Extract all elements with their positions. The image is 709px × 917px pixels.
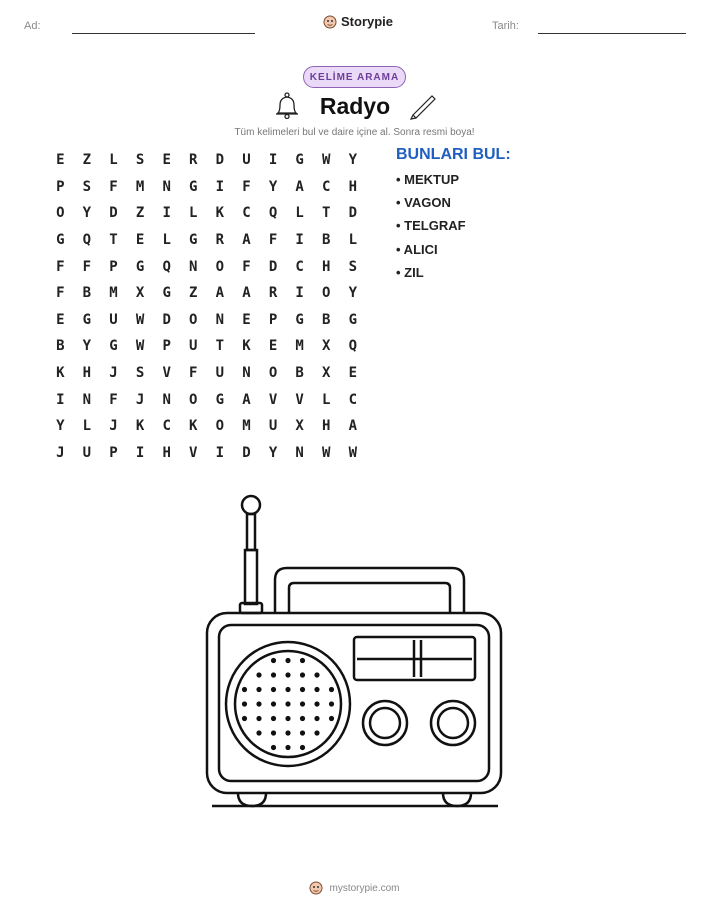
grid-letter[interactable]: Q: [162, 258, 171, 275]
speaker-hole: [285, 701, 290, 706]
grid-letter[interactable]: Q: [82, 232, 92, 249]
grid-letter[interactable]: H: [162, 444, 171, 461]
grid-letter[interactable]: V: [268, 391, 278, 408]
grid-letter[interactable]: F: [242, 178, 251, 195]
bell-icon: [272, 91, 302, 119]
word-item: • VAGON: [396, 195, 451, 211]
grid-letter[interactable]: E: [242, 311, 251, 328]
grid-letter[interactable]: F: [268, 232, 278, 249]
grid-letter[interactable]: Z: [82, 152, 92, 169]
grid-letter[interactable]: U: [215, 365, 225, 382]
grid-letter[interactable]: B: [322, 232, 331, 249]
grid-row: [47, 333, 366, 360]
grid-letter[interactable]: K: [56, 365, 65, 382]
grid-letter[interactable]: V: [295, 391, 304, 408]
grid-letter[interactable]: Y: [348, 152, 358, 169]
grid-letter[interactable]: P: [268, 311, 278, 328]
grid-letter[interactable]: Z: [135, 205, 145, 222]
grid-letter[interactable]: D: [242, 444, 251, 461]
grid-letter[interactable]: O: [215, 418, 225, 435]
speaker-hole: [285, 687, 290, 692]
grid-letter[interactable]: F: [82, 258, 92, 275]
grid-letter[interactable]: G: [162, 285, 171, 302]
grid-letter[interactable]: L: [109, 152, 118, 169]
grid-letter[interactable]: F: [242, 258, 251, 275]
speaker-hole: [300, 687, 305, 692]
grid-row: [47, 440, 366, 467]
speaker-hole: [314, 687, 319, 692]
grid-row: [47, 200, 366, 227]
speaker-hole: [285, 716, 290, 721]
grid-letter[interactable]: W: [322, 152, 331, 169]
brand-logo: [323, 14, 393, 29]
speaker-hole: [285, 672, 290, 677]
grid-letter[interactable]: L: [322, 391, 331, 408]
grid-letter[interactable]: B: [56, 338, 65, 355]
grid-letter[interactable]: G: [82, 311, 92, 328]
grid-letter[interactable]: G: [135, 258, 145, 275]
grid-letter[interactable]: G: [56, 232, 65, 249]
grid-letter[interactable]: H: [348, 178, 358, 195]
speaker-hole: [271, 701, 276, 706]
grid-letter[interactable]: B: [82, 285, 92, 302]
grid-letter[interactable]: V: [162, 365, 171, 382]
speaker-hole: [314, 716, 319, 721]
grid-letter[interactable]: G: [189, 178, 198, 195]
grid-letter[interactable]: N: [295, 444, 304, 461]
grid-letter[interactable]: W: [348, 444, 358, 461]
grid-letter[interactable]: D: [268, 258, 278, 275]
speaker-hole: [271, 745, 276, 750]
grid-row: [47, 360, 366, 387]
speaker-hole: [300, 716, 305, 721]
grid-row: [47, 386, 366, 413]
speaker-hole: [300, 658, 305, 663]
speaker-hole: [314, 672, 319, 677]
grid-letter[interactable]: Y: [268, 444, 278, 461]
speaker-hole: [256, 687, 261, 692]
speaker-hole: [314, 730, 319, 735]
word-item: • TELGRAF: [396, 218, 466, 234]
grid-letter[interactable]: W: [135, 338, 145, 355]
grid-letter[interactable]: O: [322, 285, 331, 302]
grid-letter[interactable]: C: [348, 391, 358, 408]
date-line: [538, 33, 686, 34]
grid-row: [47, 174, 366, 201]
speaker-hole: [300, 701, 305, 706]
radio-illustration: [200, 490, 510, 810]
grid-letter[interactable]: F: [56, 285, 65, 302]
grid-letter[interactable]: H: [82, 365, 92, 382]
grid-letter[interactable]: Y: [348, 285, 358, 302]
grid-letter[interactable]: G: [189, 232, 198, 249]
speaker-hole: [329, 701, 334, 706]
name-line: [72, 33, 255, 34]
grid-letter[interactable]: C: [295, 258, 304, 275]
grid-letter[interactable]: D: [348, 205, 358, 222]
speaker-hole: [271, 687, 276, 692]
grid-letter[interactable]: G: [295, 311, 304, 328]
speaker-hole: [271, 672, 276, 677]
storypie-mascot-icon: [309, 881, 323, 895]
grid-letter[interactable]: Y: [82, 205, 92, 222]
grid-letter[interactable]: L: [189, 205, 198, 222]
grid-letter[interactable]: J: [56, 444, 65, 461]
grid-letter[interactable]: E: [135, 232, 145, 249]
grid-letter[interactable]: U: [82, 444, 92, 461]
grid-letter[interactable]: B: [322, 311, 331, 328]
grid-letter[interactable]: X: [322, 338, 331, 355]
grid-letter[interactable]: D: [109, 205, 118, 222]
grid-letter[interactable]: I: [135, 444, 145, 461]
speaker-hole: [242, 687, 247, 692]
grid-letter[interactable]: O: [189, 391, 198, 408]
grid-letter[interactable]: R: [189, 152, 198, 169]
grid-letter[interactable]: F: [189, 365, 198, 382]
grid-letter[interactable]: O: [189, 311, 198, 328]
storypie-mascot-icon: [323, 15, 337, 29]
grid-letter[interactable]: K: [135, 418, 145, 435]
speaker-hole: [300, 745, 305, 750]
grid-letter[interactable]: T: [215, 338, 225, 355]
grid-letter[interactable]: J: [109, 418, 118, 435]
grid-letter[interactable]: F: [109, 391, 118, 408]
grid-letter[interactable]: I: [215, 178, 225, 195]
grid-letter[interactable]: K: [189, 418, 198, 435]
grid-letter[interactable]: C: [322, 178, 331, 195]
grid-letter[interactable]: T: [322, 205, 331, 222]
grid-letter[interactable]: I: [295, 285, 304, 302]
grid-letter[interactable]: B: [295, 365, 304, 382]
letter-grid: [47, 147, 366, 466]
instructions: Tüm kelimeleri bul ve daire içine al. Sonra resmi boya!: [234, 127, 475, 138]
grid-letter[interactable]: R: [215, 232, 225, 249]
find-title: BUNLARI BUL:: [396, 146, 511, 163]
grid-letter[interactable]: K: [215, 205, 225, 222]
grid-row: [47, 280, 366, 307]
grid-letter[interactable]: V: [189, 444, 198, 461]
speaker-hole: [256, 701, 261, 706]
grid-letter[interactable]: P: [109, 258, 118, 275]
grid-letter[interactable]: Y: [56, 418, 65, 435]
grid-letter[interactable]: A: [242, 391, 251, 408]
page-title: Radyo: [319, 93, 391, 119]
grid-letter[interactable]: T: [109, 232, 118, 249]
grid-letter[interactable]: E: [268, 338, 278, 355]
grid-row: [47, 227, 366, 254]
grid-letter[interactable]: G: [109, 338, 118, 355]
grid-letter[interactable]: X: [295, 418, 304, 435]
grid-letter[interactable]: Q: [348, 338, 358, 355]
grid-letter[interactable]: N: [242, 365, 251, 382]
speaker-hole: [300, 730, 305, 735]
grid-letter[interactable]: H: [322, 418, 331, 435]
word-item: • MEKTUP: [396, 172, 460, 187]
grid-letter[interactable]: A: [242, 285, 251, 302]
grid-letter[interactable]: J: [135, 391, 145, 408]
grid-letter[interactable]: G: [215, 391, 225, 408]
grid-row: [47, 413, 366, 440]
grid-letter[interactable]: E: [348, 365, 358, 382]
grid-letter[interactable]: A: [295, 178, 304, 195]
grid-letter[interactable]: M: [295, 338, 304, 355]
grid-letter[interactable]: O: [215, 258, 225, 275]
grid-letter[interactable]: S: [82, 178, 92, 195]
speaker-hole: [256, 730, 261, 735]
grid-letter[interactable]: L: [348, 232, 358, 249]
grid-letter[interactable]: U: [268, 418, 278, 435]
grid-letter[interactable]: I: [268, 152, 278, 169]
grid-letter[interactable]: U: [109, 311, 118, 328]
grid-letter[interactable]: H: [322, 258, 331, 275]
grid-letter[interactable]: W: [322, 444, 331, 461]
grid-letter[interactable]: D: [162, 311, 171, 328]
grid-letter[interactable]: F: [56, 258, 65, 275]
grid-letter[interactable]: E: [56, 311, 65, 328]
brand-name: Storypie: [341, 14, 394, 29]
word-list: [396, 172, 466, 288]
grid-letter[interactable]: G: [348, 311, 358, 328]
grid-letter[interactable]: L: [162, 232, 171, 249]
speaker-hole: [285, 745, 290, 750]
grid-letter[interactable]: K: [242, 338, 251, 355]
footer-url: mystorypie.com: [329, 882, 400, 894]
grid-letter[interactable]: O: [268, 365, 278, 382]
grid-letter[interactable]: G: [295, 152, 304, 169]
grid-letter[interactable]: A: [242, 232, 251, 249]
grid-letter[interactable]: Y: [82, 338, 92, 355]
grid-letter[interactable]: Q: [268, 205, 278, 222]
grid-letter[interactable]: I: [56, 391, 65, 408]
grid-letter[interactable]: S: [135, 365, 145, 382]
grid-letter[interactable]: O: [56, 205, 65, 222]
grid-letter[interactable]: E: [56, 152, 65, 169]
date-label: Tarih:: [492, 20, 519, 32]
grid-letter[interactable]: P: [162, 338, 171, 355]
grid-letter[interactable]: J: [109, 365, 118, 382]
grid-letter[interactable]: Y: [268, 178, 278, 195]
grid-letter[interactable]: U: [242, 152, 251, 169]
speaker-hole: [256, 672, 261, 677]
grid-row: [47, 147, 366, 174]
word-item: • ALICI: [396, 241, 438, 257]
grid-letter[interactable]: N: [215, 311, 225, 328]
speaker-hole: [271, 716, 276, 721]
grid-letter[interactable]: P: [109, 444, 118, 461]
grid-letter[interactable]: D: [215, 152, 225, 169]
grid-letter[interactable]: F: [109, 178, 118, 195]
grid-letter[interactable]: N: [189, 258, 198, 275]
grid-letter[interactable]: L: [82, 418, 92, 435]
grid-letter[interactable]: S: [348, 258, 358, 275]
grid-letter[interactable]: Z: [189, 285, 198, 302]
speaker-hole: [271, 658, 276, 663]
speaker-hole: [271, 730, 276, 735]
speaker-hole: [329, 716, 334, 721]
speaker-hole: [314, 701, 319, 706]
grid-letter[interactable]: P: [56, 178, 65, 195]
grid-letter[interactable]: M: [135, 178, 145, 195]
footer: [0, 881, 709, 895]
grid-letter[interactable]: U: [189, 338, 198, 355]
grid-letter[interactable]: R: [268, 285, 278, 302]
grid-row: [47, 253, 366, 280]
grid-letter[interactable]: A: [348, 418, 358, 435]
grid-letter[interactable]: W: [135, 311, 145, 328]
speaker-hole: [256, 716, 261, 721]
speaker-hole: [285, 730, 290, 735]
grid-letter[interactable]: S: [135, 152, 145, 169]
grid-row: [47, 307, 366, 334]
speaker-hole: [242, 701, 247, 706]
word-item: • ZIL: [396, 264, 424, 280]
grid-letter[interactable]: N: [82, 391, 92, 408]
grid-letter[interactable]: E: [162, 152, 171, 169]
grid-letter[interactable]: L: [295, 205, 304, 222]
grid-letter[interactable]: X: [135, 285, 145, 302]
speaker-hole: [329, 687, 334, 692]
grid-letter[interactable]: X: [322, 365, 331, 382]
name-label: Ad:: [24, 20, 41, 32]
grid-letter[interactable]: M: [242, 418, 251, 435]
grid-letter[interactable]: M: [109, 285, 118, 302]
grid-letter[interactable]: I: [162, 205, 171, 222]
grid-letter[interactable]: I: [215, 444, 225, 461]
speaker-hole: [242, 716, 247, 721]
grid-letter[interactable]: N: [162, 391, 171, 408]
speaker-hole: [300, 672, 305, 677]
grid-letter[interactable]: C: [162, 418, 171, 435]
grid-letter[interactable]: I: [295, 232, 304, 249]
category-badge: KELİME ARAMA: [303, 66, 406, 88]
grid-letter[interactable]: C: [242, 205, 251, 222]
speaker-hole: [285, 658, 290, 663]
grid-letter[interactable]: A: [215, 285, 225, 302]
grid-letter[interactable]: N: [162, 178, 171, 195]
pencil-icon: [408, 90, 438, 120]
